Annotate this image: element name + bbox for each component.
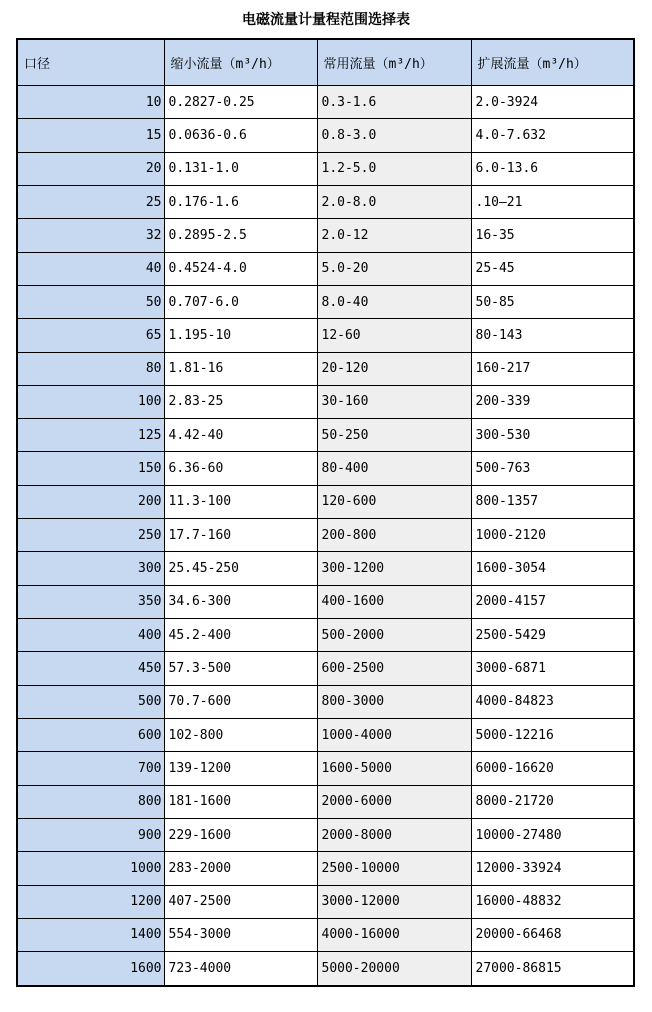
diameter-cell: 250 — [17, 519, 164, 552]
reduced-flow-cell: 229-1600 — [164, 818, 317, 851]
diameter-cell: 1400 — [17, 918, 164, 951]
reduced-flow-cell: 17.7-160 — [164, 519, 317, 552]
table-row — [17, 918, 634, 951]
diameter-cell: 32 — [17, 219, 164, 252]
extended-flow-cell: 6.0-13.6 — [471, 152, 634, 185]
table-row — [17, 285, 634, 318]
reduced-flow-cell: 45.2-400 — [164, 619, 317, 652]
reduced-flow-cell: 723-4000 — [164, 952, 317, 986]
common-flow-cell: 1000-4000 — [317, 718, 471, 751]
common-flow-cell: 20-120 — [317, 352, 471, 385]
common-flow-cell: 2.0-8.0 — [317, 185, 471, 218]
diameter-cell: 1200 — [17, 885, 164, 918]
reduced-flow-cell: 283-2000 — [164, 852, 317, 885]
table-row — [17, 818, 634, 851]
diameter-cell: 50 — [17, 285, 164, 318]
diameter-cell: 200 — [17, 485, 164, 518]
extended-flow-cell: 5000-12216 — [471, 718, 634, 751]
common-flow-cell: 1.2-5.0 — [317, 152, 471, 185]
extended-flow-cell: 50-85 — [471, 285, 634, 318]
table-row — [17, 385, 634, 418]
diameter-cell: 300 — [17, 552, 164, 585]
common-flow-cell: 600-2500 — [317, 652, 471, 685]
table-row — [17, 852, 634, 885]
extended-flow-cell: 27000-86815 — [471, 952, 634, 986]
extended-flow-cell: 4000-84823 — [471, 685, 634, 718]
common-flow-cell: 4000-16000 — [317, 918, 471, 951]
table-header — [17, 39, 634, 86]
table-row — [17, 619, 634, 652]
diameter-cell: 350 — [17, 585, 164, 618]
table-row — [17, 452, 634, 485]
common-flow-cell: 0.3-1.6 — [317, 86, 471, 119]
common-flow-cell: 30-160 — [317, 385, 471, 418]
reduced-flow-cell: 139-1200 — [164, 752, 317, 785]
common-flow-cell: 3000-12000 — [317, 885, 471, 918]
common-flow-cell: 800-3000 — [317, 685, 471, 718]
reduced-flow-cell: 102-800 — [164, 718, 317, 751]
reduced-flow-cell: 57.3-500 — [164, 652, 317, 685]
reduced-flow-cell: 2.83-25 — [164, 385, 317, 418]
extended-flow-cell: 500-763 — [471, 452, 634, 485]
diameter-cell: 600 — [17, 718, 164, 751]
reduced-flow-cell: 1.81-16 — [164, 352, 317, 385]
reduced-flow-cell: 0.131-1.0 — [164, 152, 317, 185]
common-flow-cell: 12-60 — [317, 319, 471, 352]
header-row — [17, 39, 634, 86]
extended-flow-cell: 8000-21720 — [471, 785, 634, 818]
extended-flow-cell: 20000-66468 — [471, 918, 634, 951]
common-flow-cell: 400-1600 — [317, 585, 471, 618]
common-flow-cell: 5000-20000 — [317, 952, 471, 986]
extended-flow-cell: 160-217 — [471, 352, 634, 385]
reduced-flow-cell: 0.707-6.0 — [164, 285, 317, 318]
common-flow-cell: 2.0-12 — [317, 219, 471, 252]
reduced-flow-cell: 554-3000 — [164, 918, 317, 951]
page-title: 电磁流量计量程范围选择表 — [242, 12, 410, 28]
header-diameter: 口径 — [17, 39, 164, 86]
table-row — [17, 352, 634, 385]
table-row — [17, 952, 634, 986]
common-flow-cell: 1600-5000 — [317, 752, 471, 785]
reduced-flow-cell: 25.45-250 — [164, 552, 317, 585]
diameter-cell: 125 — [17, 419, 164, 452]
table-row — [17, 552, 634, 585]
reduced-flow-cell: 11.3-100 — [164, 485, 317, 518]
table-row — [17, 86, 634, 119]
diameter-cell: 400 — [17, 619, 164, 652]
diameter-cell: 900 — [17, 818, 164, 851]
table-row — [17, 585, 634, 618]
table-row — [17, 652, 634, 685]
reduced-flow-cell: 181-1600 — [164, 785, 317, 818]
diameter-cell: 100 — [17, 385, 164, 418]
reduced-flow-cell: 4.42-40 — [164, 419, 317, 452]
extended-flow-cell: 10000-27480 — [471, 818, 634, 851]
diameter-cell: 500 — [17, 685, 164, 718]
table-row — [17, 885, 634, 918]
common-flow-cell: 2500-10000 — [317, 852, 471, 885]
reduced-flow-cell: 407-2500 — [164, 885, 317, 918]
extended-flow-cell: 4.0-7.632 — [471, 119, 634, 152]
diameter-cell: 700 — [17, 752, 164, 785]
extended-flow-cell: 3000-6871 — [471, 652, 634, 685]
table-row — [17, 485, 634, 518]
diameter-cell: 80 — [17, 352, 164, 385]
extended-flow-cell: 200-339 — [471, 385, 634, 418]
common-flow-cell: 120-600 — [317, 485, 471, 518]
reduced-flow-cell: 0.0636-0.6 — [164, 119, 317, 152]
table-row — [17, 718, 634, 751]
diameter-cell: 65 — [17, 319, 164, 352]
flow-table-body — [17, 86, 634, 987]
extended-flow-cell: 12000-33924 — [471, 852, 634, 885]
header-reduced-flow: 缩小流量（m³/h） — [164, 39, 317, 86]
header-extended-flow: 扩展流量（m³/h） — [471, 39, 634, 86]
extended-flow-cell: 2000-4157 — [471, 585, 634, 618]
flow-range-table — [16, 38, 635, 987]
extended-flow-cell: 800-1357 — [471, 485, 634, 518]
table-row — [17, 419, 634, 452]
diameter-cell: 20 — [17, 152, 164, 185]
diameter-cell: 40 — [17, 252, 164, 285]
reduced-flow-cell: 0.2827-0.25 — [164, 86, 317, 119]
table-row — [17, 152, 634, 185]
extended-flow-cell: 300-530 — [471, 419, 634, 452]
reduced-flow-cell: 0.2895-2.5 — [164, 219, 317, 252]
table-row — [17, 785, 634, 818]
diameter-cell: 10 — [17, 86, 164, 119]
extended-flow-cell: 6000-16620 — [471, 752, 634, 785]
common-flow-cell: 8.0-40 — [317, 285, 471, 318]
reduced-flow-cell: 6.36-60 — [164, 452, 317, 485]
common-flow-cell: 0.8-3.0 — [317, 119, 471, 152]
common-flow-cell: 80-400 — [317, 452, 471, 485]
reduced-flow-cell: 0.176-1.6 — [164, 185, 317, 218]
table-row — [17, 185, 634, 218]
common-flow-cell: 300-1200 — [317, 552, 471, 585]
table-row — [17, 319, 634, 352]
diameter-cell: 450 — [17, 652, 164, 685]
extended-flow-cell: .10—21 — [471, 185, 634, 218]
extended-flow-cell: 16000-48832 — [471, 885, 634, 918]
table-row — [17, 219, 634, 252]
header-common-flow: 常用流量（m³/h） — [317, 39, 471, 86]
extended-flow-cell: 1000-2120 — [471, 519, 634, 552]
diameter-cell: 25 — [17, 185, 164, 218]
reduced-flow-cell: 34.6-300 — [164, 585, 317, 618]
diameter-cell: 1000 — [17, 852, 164, 885]
common-flow-cell: 2000-6000 — [317, 785, 471, 818]
diameter-cell: 1600 — [17, 952, 164, 986]
extended-flow-cell: 16-35 — [471, 219, 634, 252]
extended-flow-cell: 1600-3054 — [471, 552, 634, 585]
common-flow-cell: 5.0-20 — [317, 252, 471, 285]
table-row — [17, 752, 634, 785]
diameter-cell: 15 — [17, 119, 164, 152]
common-flow-cell: 2000-8000 — [317, 818, 471, 851]
table-row — [17, 685, 634, 718]
extended-flow-cell: 25-45 — [471, 252, 634, 285]
table-row — [17, 119, 634, 152]
extended-flow-cell: 2500-5429 — [471, 619, 634, 652]
common-flow-cell: 200-800 — [317, 519, 471, 552]
extended-flow-cell: 80-143 — [471, 319, 634, 352]
common-flow-cell: 50-250 — [317, 419, 471, 452]
extended-flow-cell: 2.0-3924 — [471, 86, 634, 119]
common-flow-cell: 500-2000 — [317, 619, 471, 652]
reduced-flow-cell: 1.195-10 — [164, 319, 317, 352]
diameter-cell: 150 — [17, 452, 164, 485]
reduced-flow-cell: 70.7-600 — [164, 685, 317, 718]
table-row — [17, 519, 634, 552]
table-row — [17, 252, 634, 285]
reduced-flow-cell: 0.4524-4.0 — [164, 252, 317, 285]
diameter-cell: 800 — [17, 785, 164, 818]
